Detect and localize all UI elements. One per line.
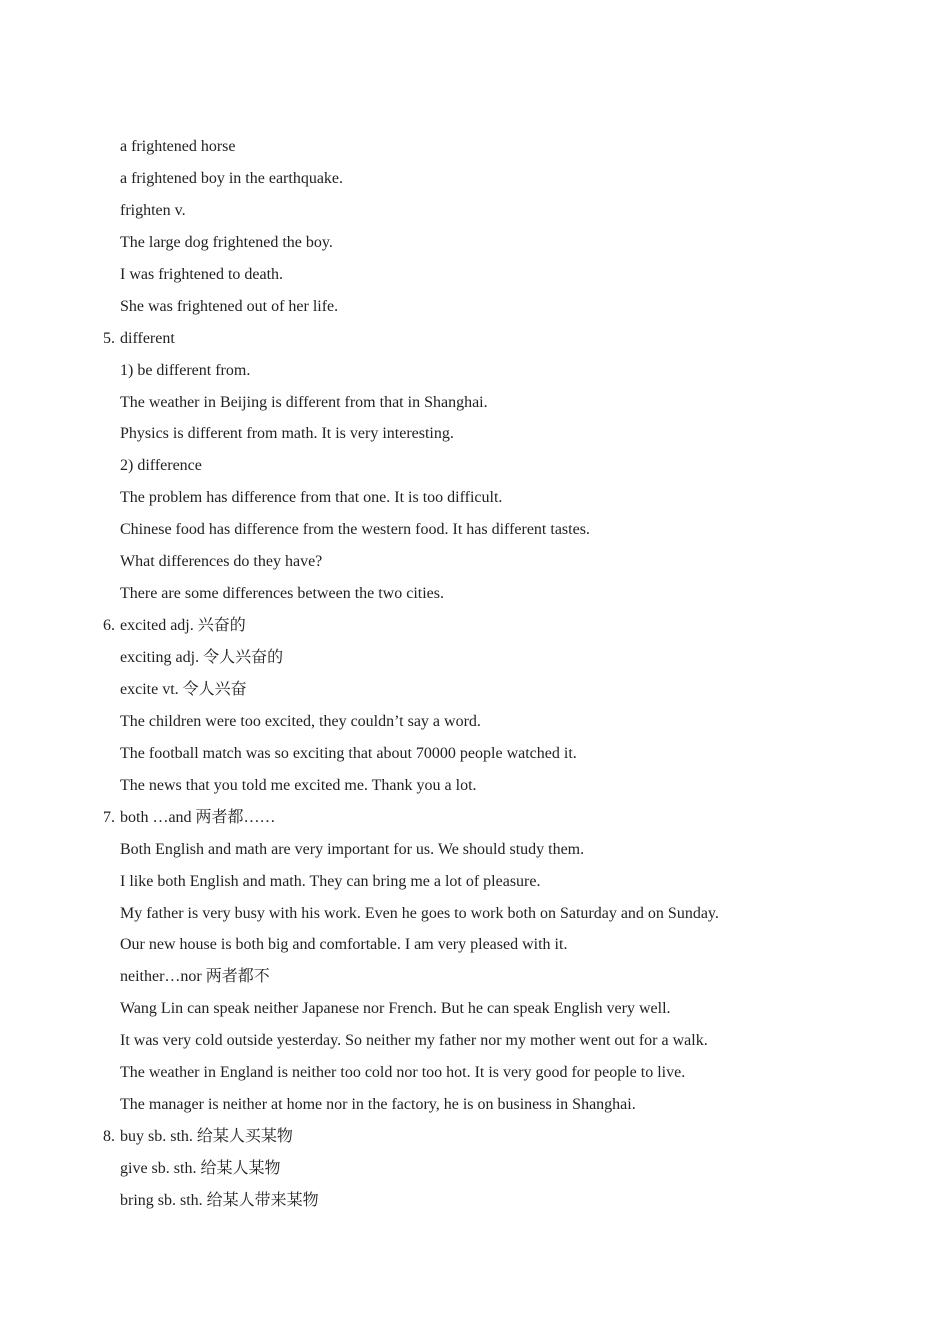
line-text: buy sb. sth. 给某人买某物 xyxy=(120,1128,293,1146)
line-text: The football match was so exciting that about 70000 people watched it. xyxy=(120,744,577,762)
item-number: 7. xyxy=(103,808,115,826)
numbered-item-line xyxy=(0,323,950,355)
text-line xyxy=(0,770,950,802)
text-line xyxy=(0,961,950,993)
text-line xyxy=(0,674,950,706)
line-text: The large dog frightened the boy. xyxy=(120,233,333,251)
text-line xyxy=(0,706,950,738)
text-line xyxy=(0,131,950,163)
line-text: The weather in Beijing is different from that in Shanghai. xyxy=(120,393,488,411)
text-line xyxy=(0,642,950,674)
line-text: Physics is different from math. It is very interesting. xyxy=(120,425,454,443)
text-line xyxy=(0,387,950,419)
line-text: I like both English and math. They can bring me a lot of pleasure. xyxy=(120,872,541,890)
text-line xyxy=(0,1089,950,1121)
text-line xyxy=(0,993,950,1025)
line-text: a frightened horse xyxy=(120,138,236,155)
line-text: bring sb. sth. 给某人带来某物 xyxy=(120,1191,319,1209)
line-text: She was frightened out of her life. xyxy=(120,297,339,315)
line-text: excited adj. 兴奋的 xyxy=(120,617,246,635)
text-line xyxy=(0,1057,950,1089)
text-line xyxy=(0,227,950,259)
text-line xyxy=(0,450,950,482)
text-line xyxy=(0,1185,950,1217)
line-text: 1) be different from. xyxy=(120,361,251,379)
text-line xyxy=(0,163,950,195)
line-text: neither…nor 两者都不 xyxy=(120,968,270,986)
line-text: The news that you told me excited me. Thank you a lot. xyxy=(120,776,477,794)
line-text: Chinese food has difference from the western food. It has different tastes. xyxy=(120,521,590,539)
text-line xyxy=(0,1153,950,1185)
text-line xyxy=(0,514,950,546)
item-number: 5. xyxy=(103,329,115,347)
numbered-item-line xyxy=(0,610,950,642)
item-number: 8. xyxy=(103,1128,115,1146)
numbered-item-line xyxy=(0,1121,950,1153)
text-line xyxy=(0,546,950,578)
line-text: a frightened boy in the earthquake. xyxy=(120,169,344,187)
line-text: 2) difference xyxy=(120,457,202,475)
line-text: both …and 两者都…… xyxy=(120,808,276,826)
line-text: The children were too excited, they couldn’t say a word. xyxy=(120,712,481,730)
line-text: give sb. sth. 给某人某物 xyxy=(120,1160,281,1177)
line-text: different xyxy=(120,329,175,347)
line-text: frighten v. xyxy=(120,201,186,219)
line-text: There are some differences between the two cities. xyxy=(120,585,444,603)
text-line xyxy=(0,834,950,866)
text-line xyxy=(0,482,950,514)
text-line xyxy=(0,355,950,387)
line-text: It was very cold outside yesterday. So neither my father nor my mother went out for a walk. xyxy=(120,1032,708,1050)
line-text: The problem has difference from that one. It is too difficult. xyxy=(120,489,503,507)
text-line xyxy=(0,929,950,961)
text-line xyxy=(0,195,950,227)
line-text: I was frightened to death. xyxy=(120,265,284,283)
text-line xyxy=(0,738,950,770)
line-text: Both English and math are very important for us. We should study them. xyxy=(120,840,585,858)
line-text: What differences do they have? xyxy=(120,553,323,571)
numbered-item-line xyxy=(0,802,950,834)
document-body xyxy=(0,131,950,1217)
text-line xyxy=(0,898,950,930)
text-line xyxy=(0,418,950,450)
line-text: Our new house is both big and comfortable. I am very pleased with it. xyxy=(120,936,568,954)
text-line xyxy=(0,1025,950,1057)
line-text: excite vt. 令人兴奋 xyxy=(120,680,247,698)
text-line xyxy=(0,578,950,610)
line-text: Wang Lin can speak neither Japanese nor French. But he can speak English very well. xyxy=(120,1000,671,1018)
text-line xyxy=(0,259,950,291)
text-line xyxy=(0,866,950,898)
line-text: exciting adj. 令人兴奋的 xyxy=(120,649,284,666)
text-line xyxy=(0,291,950,323)
item-number: 6. xyxy=(103,617,115,635)
line-text: The weather in England is neither too cold nor too hot. It is very good for people to live. xyxy=(120,1064,686,1082)
line-text: My father is very busy with his work. Even he goes to work both on Saturday and on Sunday. xyxy=(120,904,719,922)
line-text: The manager is neither at home nor in the factory, he is on business in Shanghai. xyxy=(120,1096,636,1114)
